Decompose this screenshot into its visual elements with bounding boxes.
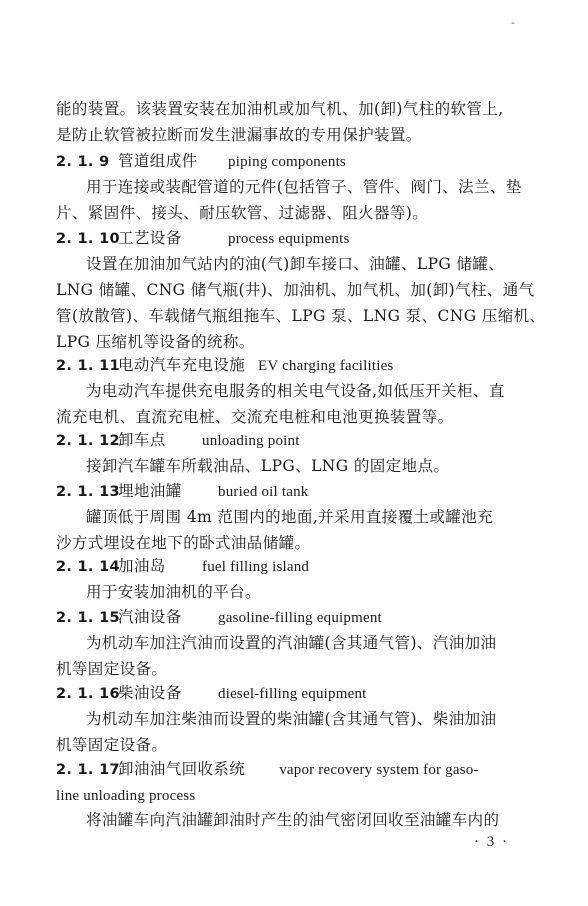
term-number: 2. 1. 9: [56, 154, 110, 170]
page-number: · 3 ·: [474, 834, 509, 850]
term-english: unloading point: [202, 433, 300, 449]
corner-mark: -: [511, 16, 515, 29]
term-english: fuel filling island: [202, 559, 310, 575]
term-english: EV charging facilities: [258, 358, 394, 374]
term-chinese: 汽油设备: [118, 608, 182, 626]
body-line: 机等固定设备。: [56, 736, 168, 754]
term-heading-2-1-13: [56, 478, 532, 505]
term-number: 2. 1. 16: [56, 686, 120, 702]
body-line: 为机动车加注柴油而设置的柴油罐(含其通气管)、柴油加油: [86, 710, 497, 728]
term-heading-2-1-9: [56, 148, 532, 175]
body-line: 能的装置。该装置安装在加油机或加气机、加(卸)气柱的软管上,: [56, 100, 504, 118]
body-line: 用于连接或装配管道的元件(包括管子、管件、阀门、法兰、垫: [86, 178, 522, 196]
term-number: 2. 1. 13: [56, 484, 120, 500]
term-heading-2-1-10: [56, 225, 532, 252]
term-number: 2. 1. 12: [56, 433, 120, 449]
term-chinese: 柴油设备: [118, 684, 182, 702]
body-line: 设置在加油加气站内的油(气)卸车接口、油罐、LPG 储罐、: [86, 255, 505, 273]
body-line: 将油罐车向汽油罐卸油时产生的油气密闭回收至油罐车内的: [86, 811, 500, 829]
term-chinese: 卸车点: [118, 431, 166, 449]
body-line: 沙方式埋设在地下的卧式油品储罐。: [56, 534, 311, 552]
term-chinese: 卸油油气回收系统: [118, 760, 246, 778]
term-english: vapor recovery system for gaso-: [279, 762, 479, 778]
term-number: 2. 1. 14: [56, 559, 120, 575]
term-heading-2-1-17: [56, 756, 532, 783]
body-line: [56, 782, 532, 809]
term-chinese: 管道组成件: [118, 152, 198, 170]
term-english: piping components: [228, 154, 346, 170]
term-chinese: 工艺设备: [118, 229, 182, 247]
term-heading-2-1-12: [56, 427, 532, 454]
body-line: 用于安装加油机的平台。: [86, 583, 261, 601]
term-chinese: 埋地油罐: [118, 482, 182, 500]
body-line: LNG 储罐、CNG 储气瓶(井)、加油机、加气机、加(卸)气柱、通气: [56, 281, 535, 299]
body-line: 片、紧固件、接头、耐压软管、过滤器、阻火器等)。: [56, 204, 429, 222]
body-line: 为机动车加注汽油而设置的汽油罐(含其通气管)、汽油加油: [86, 634, 497, 652]
term-chinese: 加油岛: [118, 557, 166, 575]
term-english: diesel-filling equipment: [218, 686, 367, 702]
term-english-continued: line unloading process: [56, 788, 196, 804]
term-number: 2. 1. 15: [56, 610, 120, 626]
term-heading-2-1-15: [56, 604, 532, 631]
body-line: LPG 压缩机等设备的统称。: [56, 333, 255, 351]
body-line: 接卸汽车罐车所载油品、LPG、LNG 的固定地点。: [86, 457, 450, 475]
body-line: 管(放散管)、车载储气瓶组拖车、LPG 泵、LNG 泵、CNG 压缩机、: [56, 307, 546, 325]
term-english: gasoline-filling equipment: [218, 610, 382, 626]
term-number: 2. 1. 10: [56, 231, 120, 247]
body-line: 流充电机、直流充电桩、交流充电桩和电池更换装置等。: [56, 408, 454, 426]
body-line: 为电动汽车提供充电服务的相关电气设备,如低压开关柜、直: [86, 382, 505, 400]
term-number: 2. 1. 17: [56, 762, 120, 778]
body-line: 机等固定设备。: [56, 660, 168, 678]
term-heading-2-1-14: [56, 553, 532, 580]
term-english: buried oil tank: [218, 484, 309, 500]
term-english: process equipments: [228, 231, 350, 247]
term-chinese: 电动汽车充电设施: [118, 356, 246, 374]
term-heading-2-1-16: [56, 680, 532, 707]
term-number: 2. 1. 11: [56, 358, 120, 374]
body-line: 罐顶低于周围 4m 范围内的地面,并采用直接覆土或罐池充: [86, 508, 494, 526]
term-heading-2-1-11: [56, 352, 532, 379]
body-line: 是防止软管被拉断而发生泄漏事故的专用保护装置。: [56, 126, 422, 144]
